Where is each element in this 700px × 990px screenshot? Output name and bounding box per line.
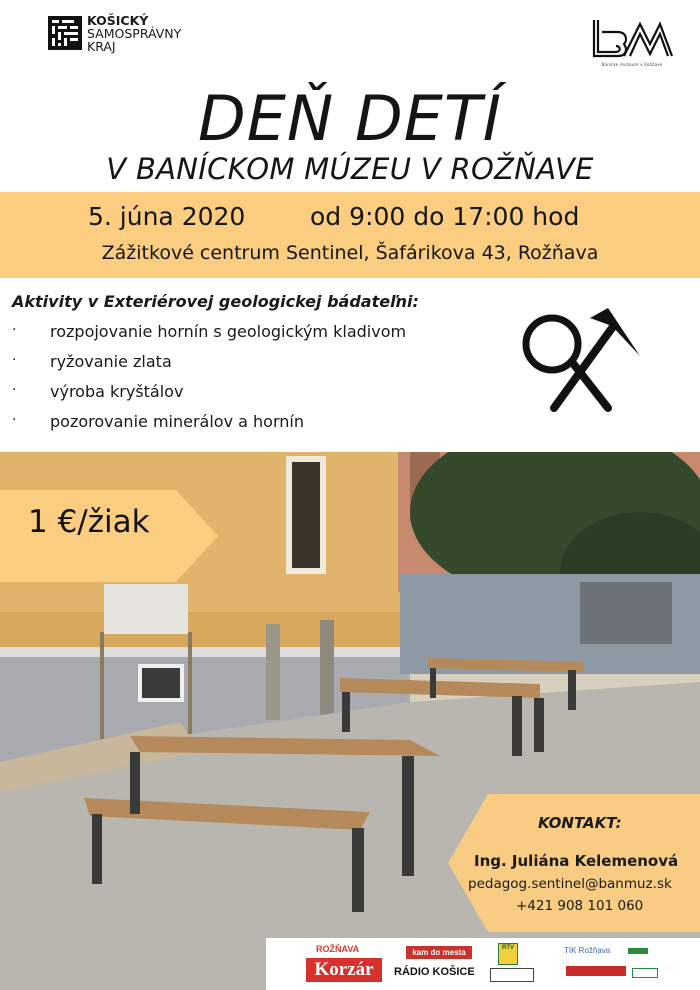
activity-label: výroba kryštálov [50,382,184,401]
activities-heading: Aktivity v Exteriérovej geologickej bádateľni: [12,292,419,311]
magnifier-hammer-icon [516,306,646,416]
ksk-logo-line1: KOŠICKÝ [87,13,149,28]
page-subtitle: V BANÍCKOM MÚZEU V ROŽŇAVE [106,152,594,186]
sponsor-tik: TIK Rožňava [564,946,611,955]
page-title: DEŇ DETÍ [197,82,503,155]
museum-logo-icon [590,16,674,60]
event-address: Zážitkové centrum Sentinel, Šafárikova 43, Rožňava [101,242,599,264]
bullet: · [12,382,17,398]
ksk-logo-icon [48,16,82,50]
sponsor-kam-do-mesta: kam do mesta [406,946,472,959]
sponsor-korzar-top: ROŽŇAVA [316,944,360,954]
contact-heading: KONTAKT: [538,814,622,832]
activities-list [12,322,406,442]
museum-logo-caption: Banícke múzeum v Rožňave [601,62,663,67]
museum-logo [590,16,674,67]
activity-label: ryžovanie zlata [50,352,172,371]
ksk-logo-line3: KRAJ [87,39,116,54]
contact-email[interactable]: pedagog.sentinel@banmuz.sk [468,876,672,892]
contact-name: Ing. Juliána Kelemenová [474,852,679,870]
contact-box [448,794,700,932]
contact-phone[interactable]: +421 908 101 060 [516,898,644,914]
price-label: 1 €/žiak [28,504,150,540]
list-item [12,412,406,442]
ksk-logo-line2: SAMOSPRÁVNY [87,26,182,41]
sponsor-rtv: RTV [498,943,518,965]
sponsor-radio-kosice: RÁDIO KOŠICE [394,966,475,978]
activity-label: pozorovanie minerálov a hornín [50,412,304,431]
ksk-logo [48,14,181,53]
event-time: od 9:00 do 17:00 hod [310,202,580,231]
bullet: · [12,322,17,338]
bullet: · [12,412,17,428]
activity-label: rozpojovanie hornín s geologickým kladivom [50,322,407,341]
sponsor-logo-box [490,968,534,982]
bullet: · [12,352,17,368]
sponsor-korzar: Korzár [306,958,382,982]
sponsor-logo-green-box [632,968,658,978]
list-item [12,382,406,412]
list-item [12,322,406,352]
event-date: 5. júna 2020 [88,202,246,231]
date-band [0,192,700,278]
sponsor-logo-red [566,966,626,976]
sponsors-strip [266,938,700,990]
price-tag [0,490,218,582]
sponsor-logo-green [628,948,648,954]
list-item [12,352,406,382]
